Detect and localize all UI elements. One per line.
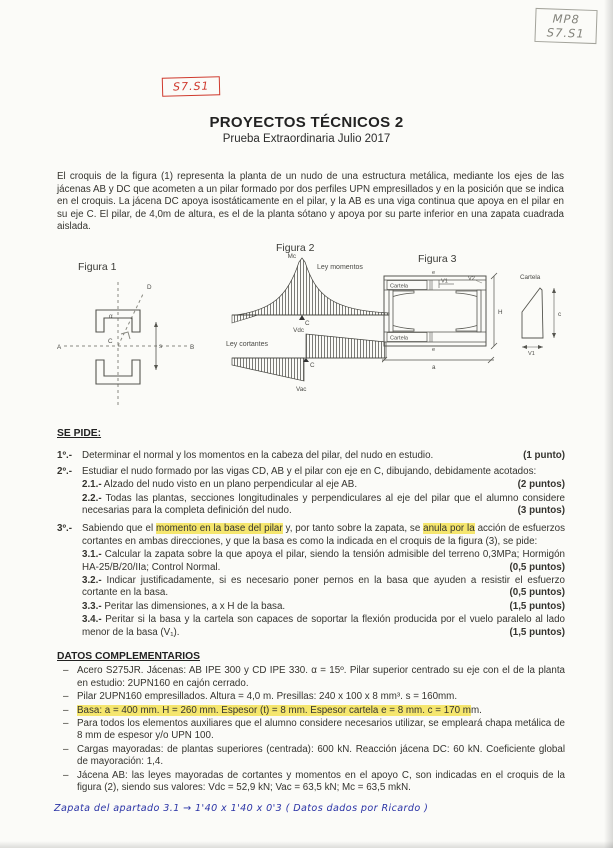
fig2-label-mc: Mc: [287, 253, 296, 260]
fig2-label-vac: Vac: [296, 386, 307, 393]
question-3-4-text: Peritar si la basa y la cartela son capaces de soportar la flexión producida por el vuelo paralelo al lado menor de la basa (V₁).: [82, 614, 565, 638]
fig1-label-a: A: [57, 344, 62, 351]
figure-1-plan-sketch: [56, 248, 208, 416]
fig2-shear-left-block: [232, 358, 304, 381]
dato-cargas: [57, 744, 565, 769]
fig3-detail-title: Cartela: [520, 274, 541, 281]
bullet-dash: –: [63, 665, 69, 677]
dato-acero: [57, 665, 565, 690]
fig2-label-vdc: Vdc: [293, 327, 304, 334]
fig1-label-alpha: α: [109, 313, 113, 320]
dato-elementos-auxiliares-text: Para todos los elementos auxiliares que el alumno considere necesarios utilizar, se empleará chapa metálica de 8 mm de espesor y/o UPN 100.: [77, 718, 565, 742]
fig2-moment-curve: [236, 258, 389, 315]
question-3-1-points: (0,5 puntos): [509, 561, 565, 573]
fig1-label-c: C: [108, 338, 113, 345]
page-subtitle: Prueba Extraordinaria Julio 2017: [222, 133, 391, 145]
question-3-3-text: Peritar las dimensiones, a x H de la basa.: [101, 600, 286, 612]
fig3-label-h: H: [498, 309, 503, 316]
dato-pilar-text: Pilar 2UPN160 empresillados. Altura = 4,0 m. Presillas: 240 x 100 x 8 mm³. s = 160mm.: [77, 691, 458, 703]
question-3-3: [82, 601, 565, 613]
pencil-annotation-line2: S7.S1: [546, 25, 585, 41]
question-3-text: Sabiendo que el momento en la base del pilar y, por tanto sobre la zapata, se anula por la acción de esfuerzos cortantes en ambas direcciones, y que la basa es como la indicada en el croquis de la figura (3), se pide:: [82, 523, 566, 547]
datos-complementarios-section: [57, 651, 565, 794]
question-2-1-points: (2 puntos): [517, 479, 565, 491]
fig1-label-b: B: [190, 344, 195, 351]
question-2: [57, 466, 565, 478]
se-pide-section: [57, 428, 565, 639]
figure-3-title: Figura 3: [418, 253, 457, 265]
datos-heading: DATOS COMPLEMENTARIOS: [57, 651, 201, 662]
fig3-label-v2: V2: [468, 276, 475, 282]
fig2-label-ley-momentos: Ley momentos: [317, 264, 363, 271]
question-3-1-number: 3.1.-: [82, 549, 102, 561]
scan-shadow-bottom: [0, 841, 613, 848]
question-2-2-number: 2.2.-: [82, 492, 102, 504]
fig3-right-channel-web: [477, 290, 481, 332]
dato-jacena-ab-text: Jácena AB: las leyes mayoradas de cortantes y momentos en el apoyo C, son indicadas en el croquis de la figura (2), siendo sus valores: Vdc = 52,9 kN; Vac = 63,5 kN; Mc = 63,5 mkN.: [77, 769, 565, 794]
question-3-1: [82, 549, 565, 574]
question-2-number: 2º.-: [57, 465, 73, 477]
question-2-2: [82, 493, 565, 518]
bullet-dash: –: [63, 769, 69, 781]
page-title: PROYECTOS TÉCNICOS 2: [209, 114, 404, 131]
red-annotation-box: S7.S1: [162, 76, 221, 97]
highlight-anula-por-la: anula por la: [423, 523, 475, 535]
question-3-1-text: Calcular la zapata sobre la que apoya el pilar, siendo la tensión admisible del terreno 0,3MPa; Hormigón HA-25/B/20/IIa; Control Normal.: [82, 549, 565, 573]
fig3-label-a: a: [432, 364, 436, 371]
fig3-label-cartela-bottom: Cartela: [390, 335, 409, 342]
dato-pilar: [57, 691, 565, 703]
figure-1-title: Figura 1: [78, 261, 117, 273]
question-3-4: [82, 614, 565, 639]
question-1: [57, 450, 565, 462]
question-3-2: [82, 575, 565, 600]
fig1-label-s: s: [159, 343, 163, 350]
dato-cargas-text: Cargas mayoradas: de plantas superiores (centrada): 600 kN. Reacción jácena DC: 60 kN. Coeficiente global de mayoración: 1,4.: [77, 743, 565, 768]
bullet-dash: –: [63, 691, 69, 703]
pencil-annotation-box: [534, 8, 597, 44]
question-1-points: (1 punto): [523, 450, 565, 462]
dato-basa: [57, 705, 565, 717]
question-3-2-points: (0,5 puntos): [509, 587, 565, 599]
fig3-label-e-top: e: [432, 270, 436, 276]
bullet-dash: –: [63, 743, 69, 755]
dato-acero-text: Acero S275JR. Jácenas: AB IPE 300 y CD IPE 330. α = 15º. Pilar superior centrado su eje con el de la planta en estudio: 2UPN160 en cajón cerrado.: [77, 665, 565, 689]
highlight-momento-base-pilar: momento en la base del pilar: [156, 523, 283, 535]
fig3-detail-label-v1: V1: [528, 351, 535, 357]
question-2-1-text: Alzado del nudo visto en un plano perpendicular al eje AB.: [101, 479, 358, 491]
question-3-4-points: (1,5 puntos): [509, 626, 565, 638]
fig1-label-d: D: [147, 284, 152, 291]
se-pide-heading: SE PIDE:: [57, 428, 102, 439]
fig3-cartela-detail-shape: [522, 288, 543, 338]
fig2-label-c-bottom: C: [310, 362, 315, 369]
figure-2-moment-shear-diagrams: [224, 240, 399, 406]
dato-elementos-auxiliares: [57, 718, 565, 743]
question-2-1: [82, 479, 565, 491]
question-3-4-number: 3.4.-: [82, 614, 102, 626]
handwritten-bottom-note: Zapata del apartado 3.1 → 1'40 x 1'40 x 0'3 ( Datos dados por Ricardo ): [54, 803, 429, 814]
fig3-detail-label-c: c: [558, 311, 562, 318]
highlight-basa-dimensions: Basa: a = 400 mm. H = 260 mm. Espesor (t) = 8 mm. Espesor cartela e = 8 mm. c = 170 m: [77, 704, 471, 716]
question-1-text: Determinar el normal y los momentos en la cabeza del pilar, del nudo en estudio. (1 punto): [82, 450, 565, 462]
fig2-shear-right-block: [306, 334, 386, 358]
question-3-2-text: Indicar justificadamente, si es necesario poner pernos en la basa que ayuden a resistir el esfuerzo cortante en la basa.: [82, 575, 565, 599]
question-3-3-number: 3.3.-: [82, 600, 102, 612]
fig3-left-channel-web: [389, 290, 393, 332]
question-3: [57, 523, 565, 548]
question-3-3-points: (1,5 puntos): [509, 600, 565, 612]
dato-jacena-ab: [57, 770, 565, 795]
header: [0, 114, 613, 145]
figure-2-title: Figura 2: [276, 242, 315, 254]
question-2-1-number: 2.1.-: [82, 479, 102, 491]
pencil-annotation-line1: MP8: [552, 11, 581, 27]
figure-3-base-plate-drawing: [382, 250, 582, 390]
fig3-label-e-bottom: e: [432, 347, 436, 353]
bullet-dash: –: [63, 704, 69, 716]
question-3-2-number: 3.2.-: [82, 575, 102, 587]
dato-basa-text: Basa: a = 400 mm. H = 260 mm. Espesor (t) = 8 mm. Espesor cartela e = 8 mm. c = 170 mm.: [77, 704, 482, 716]
question-2-text: Estudiar el nudo formado por las vigas CD, AB y el pilar con eje en C, dibujando, debidamente acotados:: [82, 465, 537, 477]
question-1-number: 1º.-: [57, 450, 73, 462]
question-3-number: 3º.-: [57, 523, 73, 535]
fig2-label-ley-cortantes: Ley cortantes: [226, 341, 269, 348]
question-2-2-points: (3 puntos): [517, 505, 565, 517]
intro-paragraph: El croquis de la figura (1) representa la planta de un nudo de una estructura metálica, mediante los ejes de las jácenas AB y DC que acometen a un pilar formado por dos perfiles UPN empresillados y en la posición que se indica en el croquis. La jácena DC apoya isostáticamente en el pilar, y la AB es una viga continua que apoya en el pilar en su eje C. El pilar, de 4,0m de altura, es el de la planta sótano y apoya por su parte inferior en una zapata cuadrada aislada.: [57, 171, 564, 233]
bullet-dash: –: [63, 718, 69, 730]
fig2-label-c-top: C: [305, 320, 310, 327]
fig3-label-v1: V1: [441, 278, 448, 285]
fig3-label-cartela-top: Cartela: [390, 283, 409, 290]
question-2-2-text: Todas las plantas, secciones longitudinales y perpendiculares al eje del pilar que el alumno considere necesarias para la completa definición del nudo.: [82, 492, 565, 517]
